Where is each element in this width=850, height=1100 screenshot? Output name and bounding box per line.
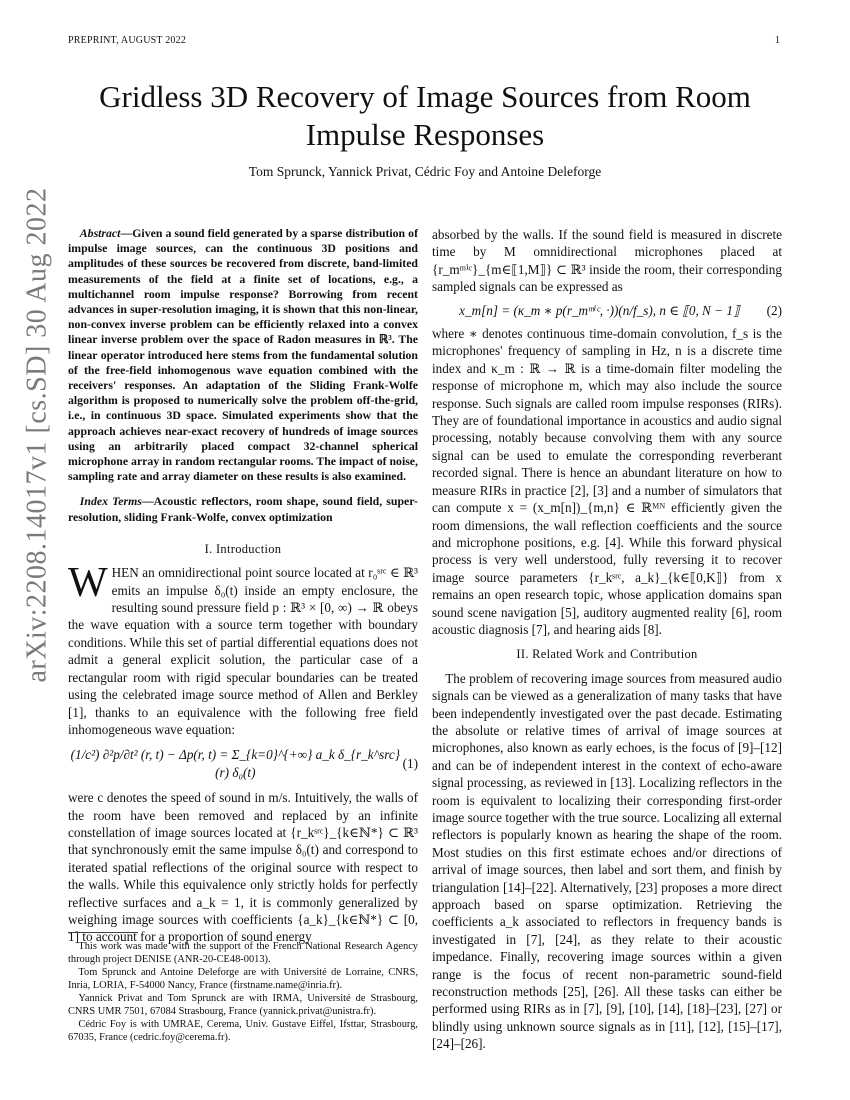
intro-paragraph-1-text: HEN an omnidirectional point source located at r₀ˢʳᶜ ∈ ℝ³ emits an impulse δ₀(t) inside an empty enclosure, the resulting sound pressure field p : ℝ³ × [0, ∞) → ℝ obeys the wave equation with a source term together with boundary conditions. While this set of partial differential equations does not admit a general explicit solution, the particular case of a rectangular room with rigid specular boundaries can be treated using the celebrated image source method of Allen and Berkley [1], thanks to an equivalence with the following free field inhomogeneous wave equation: — [68, 565, 418, 737]
running-header: PREPRINT, AUGUST 2022 — [68, 35, 187, 46]
section-heading-related-work: II. Related Work and Contribution — [516, 647, 698, 662]
intro-paragraph-2: were c denotes the speed of sound in m/s. Intuitively, the walls of the room have been removed and replaced by an infinite constellation of image sources located at {r_kˢʳᶜ}_{k∈ℕ*} ⊂ ℝ³ that synchronously emit the same impulse δ₀(t) and correspond to iterated spatial reflections of the original source with respect to the walls. While this equivalence only strictly holds for perfectly reflective surfaces and a_k = 1, it is commonly generalized by weighing image sources with coefficients {a_k}_{k∈ℕ*} ⊂ [0, 1] to account for a proportion of sound energy — [68, 790, 418, 945]
footnote-affiliation-3: Cédric Foy is with UMRAE, Cerema, Univ. Gustave Eiffel, Ifsttar, Strasbourg, 67035, France (cedric.foy@cerema.fr). — [68, 1019, 418, 1043]
left-column — [68, 226, 418, 946]
footnote-rule — [68, 932, 138, 933]
equation-1-number: (1) — [402, 756, 418, 772]
index-terms-label: Index Terms — [79, 494, 142, 509]
footnote-affiliation-1: Tom Sprunck and Antoine Deleforge are with Université de Lorraine, CNRS, Inria, LORIA, F-54000 Nancy, France (firstname.name@inria.fr). — [68, 967, 418, 991]
right-column — [432, 226, 782, 1053]
equation-2-expression: x_m[n] = (κ_m ∗ p(r_mᵐⁱᶜ, ·))(n/f_s), n ∈ ⟦0, N − 1⟧ — [459, 302, 740, 318]
equation-1-expression: (1/c²) ∂²p/∂t² (r, t) − Δp(r, t) = Σ_{k=0}^{+∞} a_k δ_{r_k^src}(r) δ₀(t) — [70, 747, 401, 780]
abstract-text: —Given a sound field generated by a sparse distribution of impulse image sources, can the continuous 3D positions and amplitudes of these sources be recovered from discrete, band-limited measurements of the field at a finite set of locations, e.g., a multichannel room impulse response? Borrowing from recent advances in super-resolution imaging, it is shown that this non-linear, non-convex inverse problem can be efficiently relaxed into a convex linear inverse problem over the space of Radon measures in ℝ³. The linear operator introduced here stems from the fundamental solution of the free-field inhomogenous wave equation combined with the receivers' responses. An adaptation of the Sliding Frank-Wolfe algorithm is proposed to numerically solve the problem off-the-grid, i.e., in continuous 3D space. Simulated experiments show that the approach achieves near-exact recovery of hundreds of image sources using an arbitrarily placed compact 32-channel spherical microphone array in random rectangular rooms. The impact of noise, sampling rate and array diameter on these results is also examined. — [68, 226, 418, 484]
paper-title: Gridless 3D Recovery of Image Sources from Room Impulse Responses — [99, 79, 751, 152]
footnote-funding: This work was made with the support of the French National Research Agency through project DENISE (ANR-20-CE48-0013). — [68, 941, 418, 965]
equation-1 — [68, 746, 418, 781]
section-heading-introduction: I. Introduction — [204, 541, 282, 556]
intro-paragraph-1 — [68, 560, 418, 738]
index-terms-text: —Acoustic reflectors, room shape, sound field, super-resolution, sliding Frank-Wolfe, convex optimization — [68, 494, 418, 524]
arxiv-stamp — [4, 187, 70, 683]
related-work-paragraph: The problem of recovering image sources from measured audio signals can be viewed as a generalization of many tasks that have been independently investigated over the past decade. Estimating the absolute or relative times of arrival of image sources at microphones, also known as early echoes, is the focus of [9]–[12] and can be of independent interest in the context of echo-aware signal processing, as reviewed in [13]. Localizing reflectors in the room is equivalent to localizing their corresponding first-order image source together with the true source. Localizing all external reflectors is popularly known as hearing the shape of the room. Most studies on this first estimate echoes and/or directions of arrival of image sources, then label and sort them, and finish by triangulation [14]–[22]. Alternatively, [23] proposes a more direct approach based on sparse optimization. Retrieving the coefficients a_k associated to reflectors in frequency bands is investigated in [7], [24], as they relate to their acoustic impedance. Finally, recovering image sources within a given range is the focus of recent non-parametric sound-field reconstruction methods [25], [26]. All these tasks can either be performed using RIRs as in [7], [9], [10], [14], [18]–[23], [27] or blindly using unknown source signals as in [11], [12], [15]–[17], [24]–[26]. — [432, 670, 782, 1052]
right-paragraph-2: where ∗ denotes continuous time-domain convolution, f_s is the microphones' frequency of sampling in Hz, n is a discrete time index and κ_m : ℝ → ℝ is a time-domain filter modeling the response of microphone m, which may also include the source response. Such signals are called room impulse responses (RIRs). They are of foundational importance in acoustics and audio signal processing, notably because convolving them with any source signal can be used to emulate the corresponding reverberant recorded signal. There is hence an abundant literature on how to measure RIRs in practice [2], [3] and a number of simulators that can compute x = (x_m[n])_{m,n} ∈ ℝᴹᴺ efficiently given the room dimensions, the wall reflection coefficients and the source and microphone positions, e.g. [4]. While this forward physical process is very well understood, fully reversing it to recover image source parameters {r_kˢʳᶜ, a_k}_{k∈⟦0,K⟧} from x remains an open research topic, whose application domains span sound scene navigation [5], auditory augmented reality [6], room acoustic diagnosis [7], and hearing aids [8]. — [432, 326, 782, 637]
author-list: Tom Sprunck, Yannick Privat, Cédric Foy and Antoine Deleforge — [248, 164, 602, 179]
footnotes — [68, 940, 418, 1044]
right-paragraph-1: absorbed by the walls. If the sound field is measured in discrete time by M omnidirectional microphones placed at {r_mᵐⁱᶜ}_{m∈⟦1,M⟧} ⊂ ℝ³ inside the room, their corresponding sampled signals can be expressed as — [432, 227, 782, 295]
drop-cap: W — [68, 560, 108, 607]
abstract — [68, 226, 418, 484]
equation-2 — [432, 302, 782, 319]
footnote-affiliation-2: Yannick Privat and Tom Sprunck are with IRMA, Université de Strasbourg, CNRS UMR 7501, 67084 Strasbourg, France (yannick.privat@unistra.fr). — [68, 993, 418, 1017]
equation-2-number: (2) — [766, 302, 782, 318]
arxiv-stamp-text: arXiv:2208.14017v1 [cs.SD] 30 Aug 2022 — [21, 187, 53, 683]
page-number: 1 — [775, 35, 780, 46]
abstract-label: Abstract — [79, 226, 121, 240]
index-terms — [68, 494, 418, 524]
